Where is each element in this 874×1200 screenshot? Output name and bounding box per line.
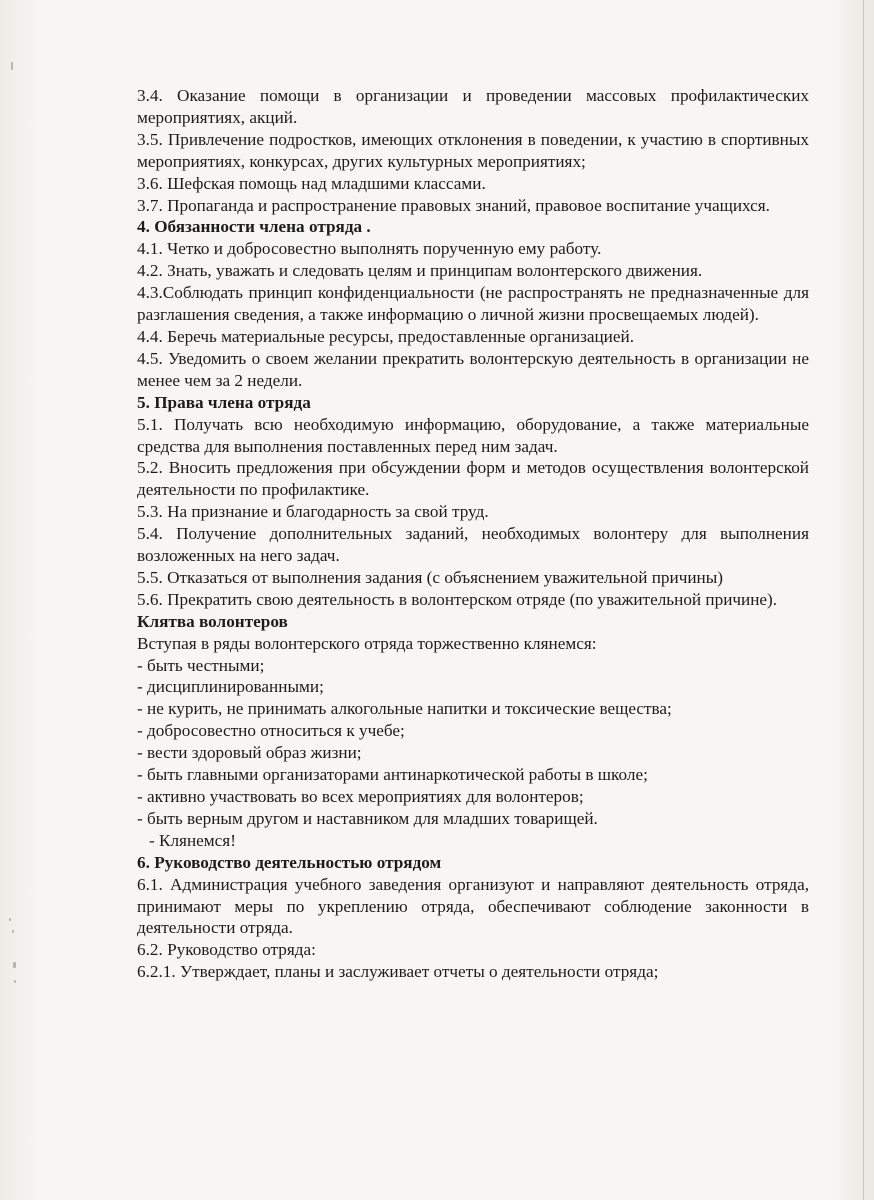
section-heading-6: 6. Руководство деятельностью отрядом (137, 852, 442, 872)
paragraph-3-6: 3.6. Шефская помощь над младшими классами. (137, 173, 486, 193)
paragraph-5-4: 5.4. Получение дополнительных заданий, необходимых волонтеру для выполнения возложенных на него задач. (137, 524, 809, 566)
paragraph-5-1: 5.1. Получать всю необходимую информацию, оборудование, а также материальные средства для выполнения поставленных перед ним задач. (137, 414, 809, 456)
oath-item: - активно участвовать во всех мероприятиях для волонтеров; (137, 787, 584, 806)
paragraph-3-7: 3.7. Пропаганда и распространение правовых знаний, правовое воспитание учащихся. (137, 195, 770, 215)
oath-intro: Вступая в ряды волонтерского отряда торжественно клянемся: (137, 633, 597, 653)
paragraph-4-5: 4.5. Уведомить о своем желании прекратить волонтерскую деятельность в организации не менее чем за 2 недели. (137, 348, 809, 390)
paragraph-4-4: 4.4. Беречь материальные ресурсы, предоставленные организацией. (137, 326, 635, 346)
scan-speck (13, 962, 16, 968)
oath-item: - быть верным другом и наставником для младших товарищей. (137, 808, 598, 828)
paragraph-3-4: 3.4. Оказание помощи в организации и проведении массовых профилактических мероприятиях, акций. (137, 86, 809, 127)
paragraph-4-2: 4.2. Знать, уважать и следовать целям и принципам волонтерского движения. (137, 261, 703, 281)
oath-item: - быть главными организаторами антинаркотической работы в школе; (137, 765, 648, 785)
paragraph-5-6: 5.6. Прекратить свою деятельность в волонтерском отряде (по уважительной причине). (137, 589, 778, 609)
paragraph-3-5: 3.5. Привлечение подростков, имеющих отклонения в поведении, к участию в спортивных мероприятиях, конкурсах, других культурных мероприятиях; (137, 129, 809, 171)
page-edge-line (863, 0, 864, 1200)
paragraph-5-2: 5.2. Вносить предложения при обсуждении форм и методов осуществления волонтерской деятельности по профилактике. (137, 458, 809, 500)
paragraph-6-2: 6.2. Руководство отряда: (137, 940, 316, 960)
oath-closing: - Клянемся! (149, 830, 236, 850)
oath-item: - вести здоровый образ жизни; (137, 743, 362, 763)
scan-speck (12, 930, 14, 933)
scan-speck (9, 918, 11, 921)
oath-item: - добросовестно относиться к учебе; (137, 721, 405, 741)
scan-speck (11, 62, 13, 70)
oath-item: - дисциплинированными; (137, 677, 324, 697)
oath-item: - быть честными; (137, 655, 265, 675)
oath-heading: Клятва волонтеров (137, 611, 288, 631)
paragraph-4-1: 4.1. Четко и добросовестно выполнять порученную ему работу. (137, 239, 602, 259)
paragraph-5-5: 5.5. Отказаться от выполнения задания (с объяснением уважительной причины) (137, 567, 724, 587)
scan-speck (14, 980, 16, 983)
section-heading-4: 4. Обязанности члена отряда . (137, 217, 371, 237)
paragraph-6-1: 6.1. Администрация учебного заведения организуют и направляют деятельность отряда, принимают меры по укреплению отряда, обеспечивают соблюдение законности в деятельности отряда. (137, 874, 809, 938)
section-heading-5: 5. Права члена отряда (137, 392, 311, 412)
paragraph-4-3: 4.3.Соблюдать принцип конфиденциальности (не распространять не предназначенные для разглашения сведения, а также информацию о личной жизни просвещаемых людей). (137, 283, 809, 325)
document-body (137, 85, 809, 983)
oath-item: - не курить, не принимать алкогольные напитки и токсические вещества; (137, 699, 672, 719)
paragraph-6-2-1: 6.2.1. Утверждает, планы и заслуживает отчеты о деятельности отряда; (137, 962, 659, 982)
paragraph-5-3: 5.3. На признание и благодарность за свой труд. (137, 502, 489, 522)
